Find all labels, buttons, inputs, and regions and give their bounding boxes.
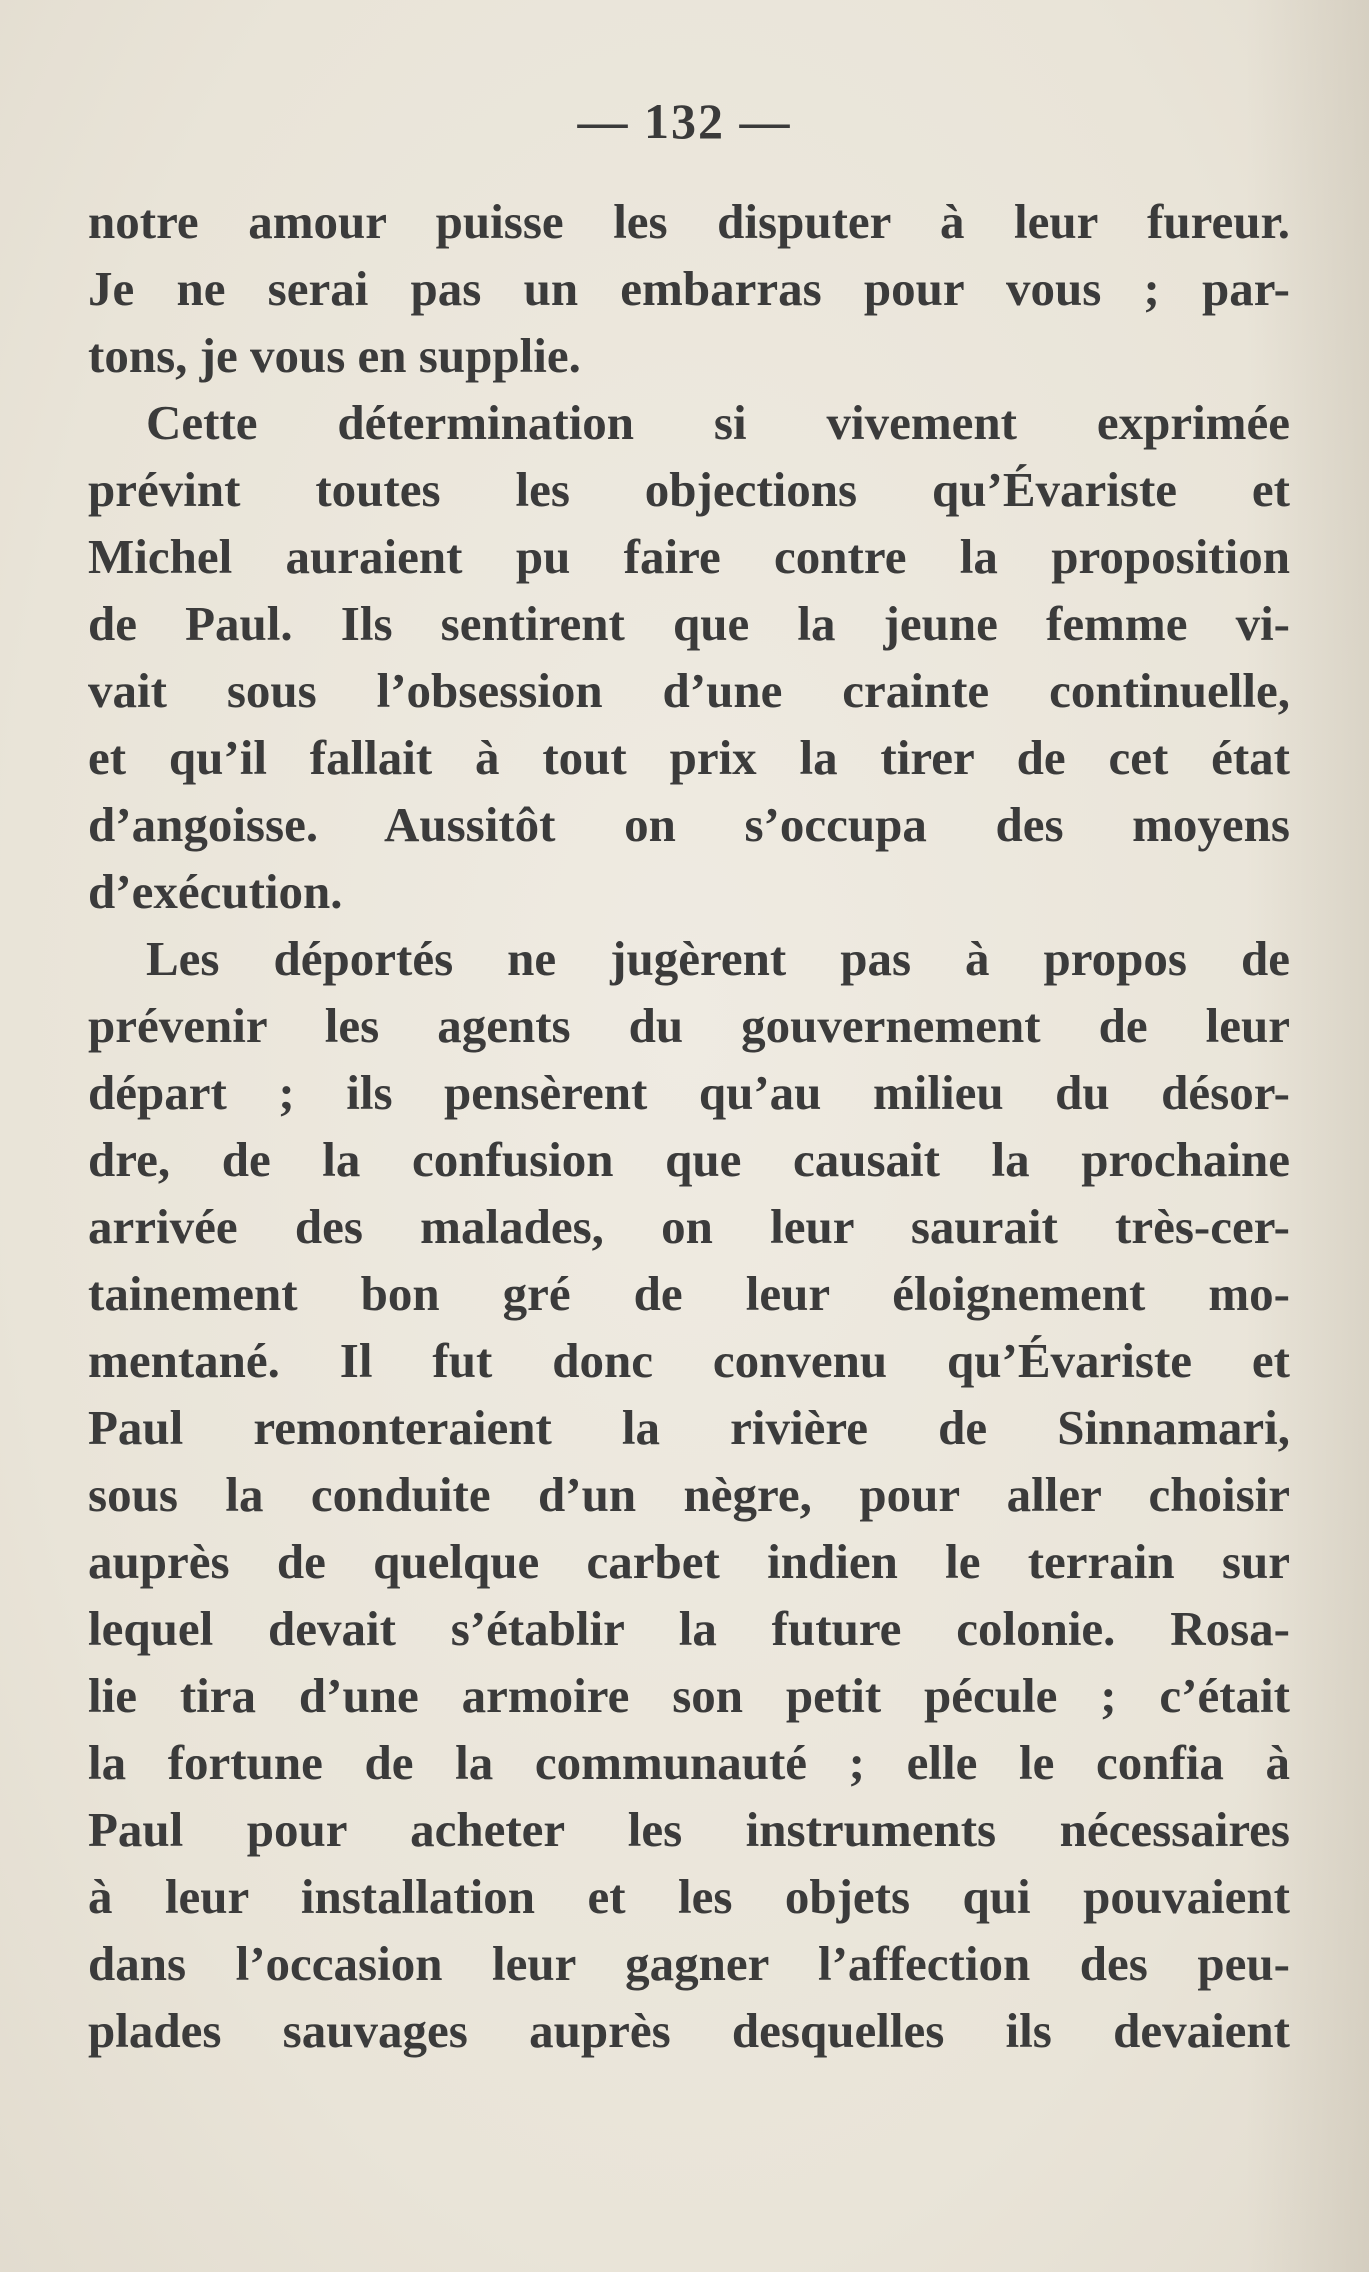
text-line: départ ; ils pensèrent qu’au milieu du désor- xyxy=(88,1065,1290,1120)
text-line: Paul remonteraient la rivière de Sinnamari, xyxy=(88,1400,1290,1455)
text-line: Michel auraient pu faire contre la proposition xyxy=(88,529,1290,584)
text-line: tainement bon gré de leur éloignement mo- xyxy=(88,1266,1290,1321)
text-line: d’angoisse. Aussitôt on s’occupa des moyens xyxy=(88,797,1290,852)
text-line: auprès de quelque carbet indien le terrain sur xyxy=(88,1534,1290,1589)
text-line: la fortune de la communauté ; elle le confia à xyxy=(88,1735,1290,1790)
paragraph-first-line: Les déportés ne jugèrent pas à propos de xyxy=(146,931,1290,986)
text-line: plades sauvages auprès desquelles ils devaient xyxy=(88,2003,1290,2058)
text-line: prévenir les agents du gouvernement de leur xyxy=(88,998,1290,1053)
text-line: de Paul. Ils sentirent que la jeune femme vi- xyxy=(88,596,1290,651)
text-line: lequel devait s’établir la future colonie. Rosa- xyxy=(88,1601,1290,1656)
text-line: dans l’occasion leur gagner l’affection des peu- xyxy=(88,1936,1290,1991)
text-line: Je ne serai pas un embarras pour vous ; par- xyxy=(88,261,1290,316)
text-line: Paul pour acheter les instruments nécessaires xyxy=(88,1802,1290,1857)
paragraph-first-line: Cette détermination si vivement exprimée xyxy=(146,395,1290,450)
text-line: lie tira d’une armoire son petit pécule ; c’était xyxy=(88,1668,1290,1723)
text-line: à leur installation et les objets qui pouvaient xyxy=(88,1869,1290,1924)
text-line: prévint toutes les objections qu’Évariste et xyxy=(88,462,1290,517)
text-line: sous la conduite d’un nègre, pour aller choisir xyxy=(88,1467,1290,1522)
text-line: mentané. Il fut donc convenu qu’Évariste et xyxy=(88,1333,1290,1388)
text-line: dre, de la confusion que causait la prochaine xyxy=(88,1132,1290,1187)
body-text xyxy=(88,188,1290,2064)
text-line: vait sous l’obsession d’une crainte continuelle, xyxy=(88,663,1290,718)
page-number: — 132 — xyxy=(577,93,792,149)
text-line: tons, je vous en supplie. xyxy=(88,328,581,383)
text-line: et qu’il fallait à tout prix la tirer de cet état xyxy=(88,730,1290,785)
text-line: d’exécution. xyxy=(88,864,343,919)
text-line: notre amour puisse les disputer à leur fureur. xyxy=(88,194,1290,249)
text-line: arrivée des malades, on leur saurait très-cer- xyxy=(88,1199,1290,1254)
